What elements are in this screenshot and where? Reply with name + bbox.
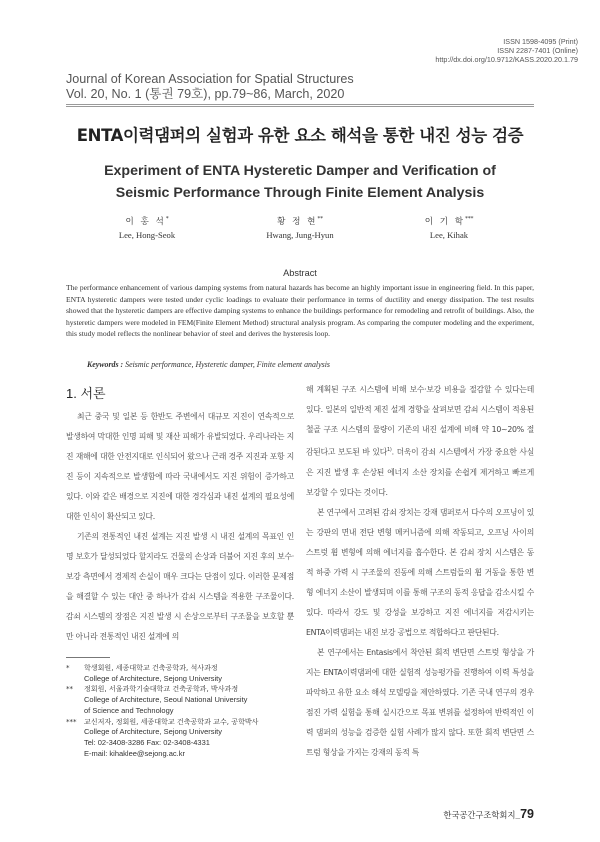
right-paragraph-1-end: . 더욱이 감쇠 시스템에서 가장 중요한 사실은 지진 발생 후 손상된 에너지 소산 장치를 손쉽게 제거하고 빠르게 보강할 수 있다는 것이다. (306, 447, 534, 497)
journal-header (66, 72, 354, 102)
author-1-mark: * (165, 216, 169, 222)
footnote-2-en-2: of Science and Technology (84, 705, 174, 715)
issn-print: ISSN 1598-4095 (Print) (503, 37, 578, 46)
reference-marker[interactable]: 1) (387, 447, 392, 453)
body-column-left (66, 407, 294, 647)
left-paragraph-1: 최근 중국 및 일본 등 한반도 주변에서 대규모 지진이 연속적으로 발생하여 막대한 인명 피해 및 재산 피해가 유발되었다. 우리나라는 지진 재해에 대한 안전지대로 인식되어 왔으나 근래 경주 지진과 포항 지진 등이 지속적으로 발생함에 따라 국내에서도 지진 위험이 증가하고 있다. 이와 같은 배경으로 지진에 대한 경각심과 내진 설계의 필요성에 대한 인식이 확산되고 있다. (66, 412, 294, 521)
journal-issue: Vol. 20, No. 1 (통권 79호), pp.79~86, March, 2020 (66, 87, 345, 101)
footnote-3-en-2: Tel: 02-3408-3286 Fax: 02-3408-4331 (84, 737, 210, 747)
footnote-3-en-1: College of Architecture, Sejong University (84, 727, 222, 737)
keywords (87, 360, 330, 369)
footnote-2-ko: 정회원, 서울과학기술대학교 건축공학과, 박사과정 (84, 684, 239, 694)
footnote-1-en-1: College of Architecture, Sejong University (84, 673, 222, 683)
author-1-name-en: Lee, Hong-Seok (118, 230, 176, 240)
author-2-name-ko: 황 정 현 (277, 217, 318, 227)
page-number: 79 (520, 807, 534, 821)
issn-online: ISSN 2287-7401 (Online) (497, 46, 578, 55)
footnotes (66, 663, 298, 759)
header-rule-bottom (66, 106, 534, 107)
author-2-mark: ** (317, 216, 323, 222)
footer-journal-name: 한국공간구조학회지 (443, 810, 516, 820)
footnote-3-email[interactable]: E-mail: kihaklee@sejong.ac.kr (84, 748, 185, 758)
footnote-rule (66, 657, 110, 658)
right-paragraph-3: 본 연구에서는 Entasis에서 착안된 회적 변단면 스트럿 형상을 가지는 ENTA이력댐퍼에 대한 실험적 성능평가를 진행하여 이력 특성을 파악하고 유한 요소 해석 모델링을 제안하였다. 기존 국내 연구의 경우 점진 가력 실험을 통해 실시간으로 목표 변위를 설정하여 반력적인 이력 댐퍼의 성능을 검증한 실험 사례가 많지 않다. 또한 회적 변단면 스트럼 형상을 가지는 강재의 동적 특 (306, 647, 534, 757)
author-3 (359, 215, 539, 240)
right-paragraph-1 (306, 380, 534, 503)
footnote-2-en-1: College of Architecture, Seoul National University (84, 695, 248, 705)
doi-link[interactable]: http://dx.doi.org/10.9712/KASS.2020.20.1.79 (435, 55, 578, 64)
author-3-mark: *** (465, 216, 474, 222)
footer-separator: _ (515, 810, 521, 820)
journal-name: Journal of Korean Association for Spatial Structures (66, 72, 354, 86)
title-english-line2: Seismic Performance Through Finite Element Analysis (115, 185, 485, 201)
footnote-1-mark: * (66, 663, 70, 672)
title-english (0, 160, 600, 204)
right-paragraph-1-start: 해 계획된 구조 시스템에 비해 보수·보강 비용을 절감할 수 있다는데 있다. 일본의 일반적 제진 설계 경향을 살펴보면 감쇠 시스템이 적용된 철골 구조 시스템의 물량이 기존의 내진 설계에 비해 약 10~20% 절감된다고 보도된 바 있다 (306, 385, 534, 457)
abstract-heading: Abstract (283, 268, 317, 278)
footnote-3-mark: *** (66, 716, 77, 726)
footnote-2 (66, 684, 298, 716)
footnote-3-ko: 교신저자, 정회원, 세종대학교 건축공학과 교수, 공학박사 (84, 716, 259, 726)
abstract-text: The performance enhancement of various damping systems from natural hazards has become an highly important issue in engineering field. In this paper, ENTA hysteretic dampers were tested under cyclic loadings to evaluate their performance in terms of ductility and energy dissipation. The test results showed that the hysteretic dampers are effective damping systems to enhance the buildings performance for remodeling and retrofit of buildings. Also, the hysteretic dampers were modeled in FEM(Finite Element Method) structural analysis program. As comparing the computer modeling and the experiment, this study model reflects the nonlinear behavior of steel and derives the hysteresis loop. (66, 283, 534, 339)
keywords-label: Keywords : (87, 360, 126, 369)
footnote-1-ko: 학생회원, 세종대학교 건축공학과, 석사과정 (84, 663, 218, 672)
left-paragraph-2: 기존의 전통적인 내진 설계는 지진 발생 시 내진 설계의 목표인 인명 보호가 달성되었다 할지라도 건물의 손상과 더불어 지진 후의 보수·보강 측면에서 경제적 손실이 매우 크다는 단점이 있다. 이러한 문제점을 해결할 수 있는 대안 중 하나가 감쇠 시스템을 적용한 구조물이다. 감쇠 시스템의 장점은 지진 발생 시 손상으로부터 구조물을 보호할 뿐만 아니라 전통적인 내진 설계에 의 (66, 532, 294, 641)
footnote-3 (66, 717, 298, 760)
title-english-line1: Experiment of ENTA Hysteretic Damper and Verification of (104, 163, 496, 179)
header-rule-top (66, 104, 534, 105)
issn-block (435, 37, 578, 64)
body-column-right (306, 380, 534, 763)
author-1-name-ko: 이 홍 석 (125, 217, 166, 227)
author-2-name-en: Hwang, Jung-Hyun (266, 230, 334, 240)
right-paragraph-2: 본 연구에서 고려된 감쇠 장치는 강재 댐퍼로서 다수의 오프닝이 있는 강판의 면내 전단 변형 메커니즘에 의해 작동되고, 오프닝 사이의 스트럿 휨 변형에 의해 에너지를 흡수한다. 본 감쇠 장치 시스템은 동적 하중 가력 시 구조물의 진동에 의해 스트럼들의 휨 거동을 통한 변형 에너지 소산이 발생되며 이를 통해 구조의 동적 응답을 감소시킬 수 있다. 따라서 강도 및 강성을 보강하고 지진 에너지를 저감시키는 ENTA이력댐퍼는 내진 보강 공법으로 적합하다고 판단된다. (306, 507, 534, 637)
page-footer (443, 807, 534, 821)
footnote-1 (66, 663, 298, 684)
title-korean: ENTA이력댐퍼의 실험과 유한 요소 해석을 통한 내진 성능 검증 (76, 126, 524, 145)
keywords-text: Seismic performance, Hysteretic damper, Finite element analysis (125, 360, 330, 369)
section-title: 1. 서론 (66, 386, 106, 401)
author-3-name-en: Lee, Kihak (429, 230, 469, 240)
footnote-2-mark: ** (66, 684, 74, 694)
author-3-name-ko: 이 기 학 (424, 217, 466, 227)
